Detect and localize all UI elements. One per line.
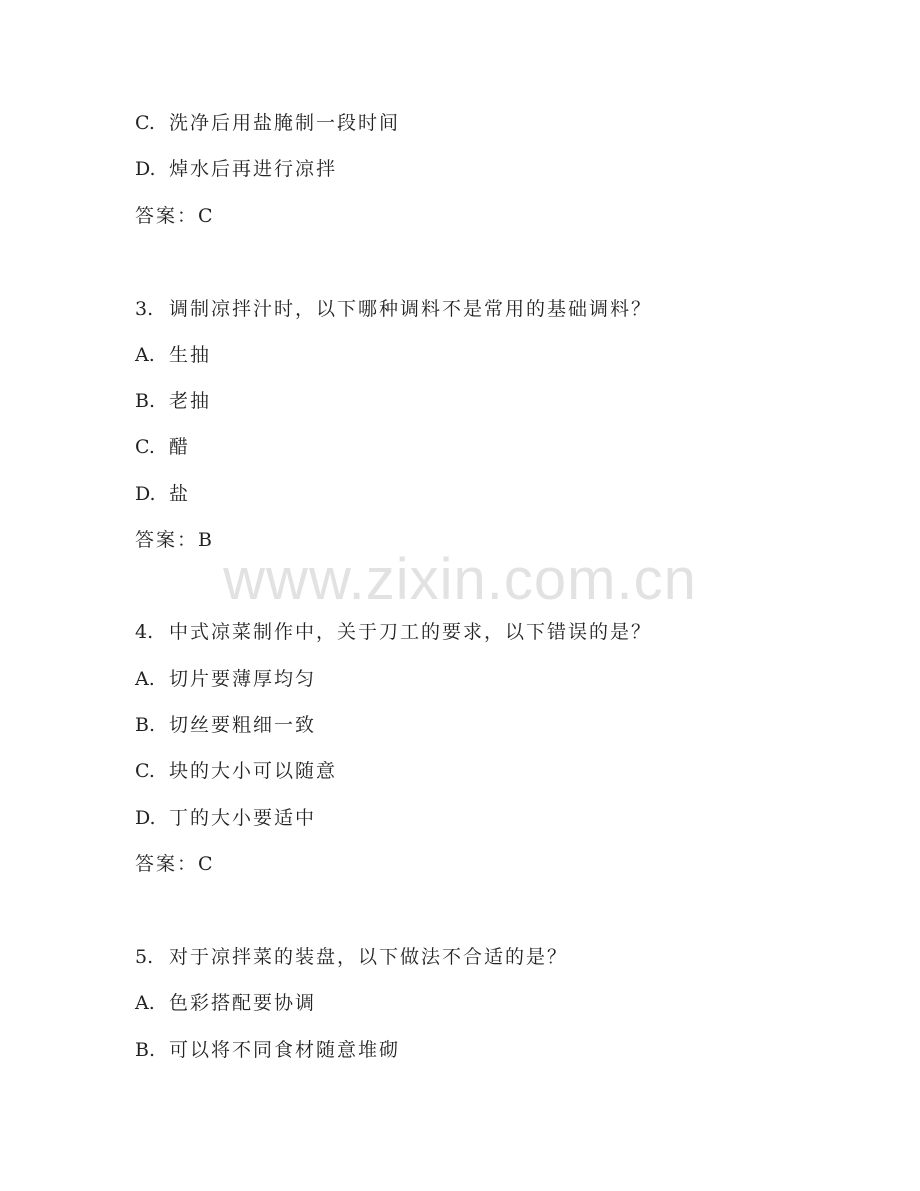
option-label: C. (135, 112, 155, 134)
question-text: 调制凉拌汁时，以下哪种调料不是常用的基础调料？ (169, 298, 653, 320)
q5-option-a (135, 991, 316, 1015)
option-label: C. (135, 760, 155, 782)
option-text: 可以将不同食材随意堆砌 (169, 1039, 401, 1061)
option-text: 醋 (169, 436, 191, 458)
option-label: A. (135, 992, 155, 1014)
q4-answer: 答案：C (135, 853, 215, 875)
option-text: 切片要薄厚均匀 (169, 668, 317, 690)
q3-option-c (135, 435, 190, 459)
q5-option-b (135, 1038, 400, 1062)
option-text: 盐 (169, 483, 191, 505)
option-text: 洗净后用盐腌制一段时间 (169, 112, 401, 134)
option-text: 丁的大小要适中 (169, 807, 317, 829)
option-label: D. (135, 807, 156, 829)
option-label: C. (135, 436, 155, 458)
option-text: 老抽 (169, 390, 212, 412)
option-label: A. (135, 344, 155, 366)
q2-answer: 答案：C (135, 205, 215, 227)
q3-answer: 答案：B (135, 529, 214, 551)
option-text: 生抽 (169, 344, 212, 366)
q4-option-a (135, 667, 316, 691)
question-text: 中式凉菜制作中，关于刀工的要求，以下错误的是？ (169, 621, 653, 643)
question-number: 3. (135, 298, 154, 320)
option-label: A. (135, 668, 155, 690)
option-label: D. (135, 158, 156, 180)
option-text: 焯水后再进行凉拌 (169, 158, 338, 180)
option-text: 切丝要粗细一致 (169, 714, 317, 736)
q4-option-d (135, 806, 316, 830)
q3-option-d (135, 482, 190, 506)
option-label: D. (135, 483, 156, 505)
option-text: 色彩搭配要协调 (169, 992, 317, 1014)
q2-option-c (135, 111, 400, 135)
q3-option-b (135, 389, 211, 413)
question-number: 4. (135, 621, 154, 643)
option-text: 块的大小可以随意 (169, 760, 338, 782)
q4-option-b (135, 713, 316, 737)
watermark: www.zixin.com.cn (223, 547, 697, 612)
option-label: B. (135, 714, 156, 736)
q4-option-c (135, 759, 337, 783)
q5-question (135, 945, 568, 969)
q2-option-d (135, 157, 337, 181)
question-number: 5. (135, 946, 154, 968)
q3-option-a (135, 343, 211, 367)
option-label: B. (135, 1039, 156, 1061)
q4-question (135, 620, 652, 644)
question-text: 对于凉拌菜的装盘，以下做法不合适的是？ (169, 946, 569, 968)
option-label: B. (135, 390, 156, 412)
q3-question (135, 297, 652, 321)
